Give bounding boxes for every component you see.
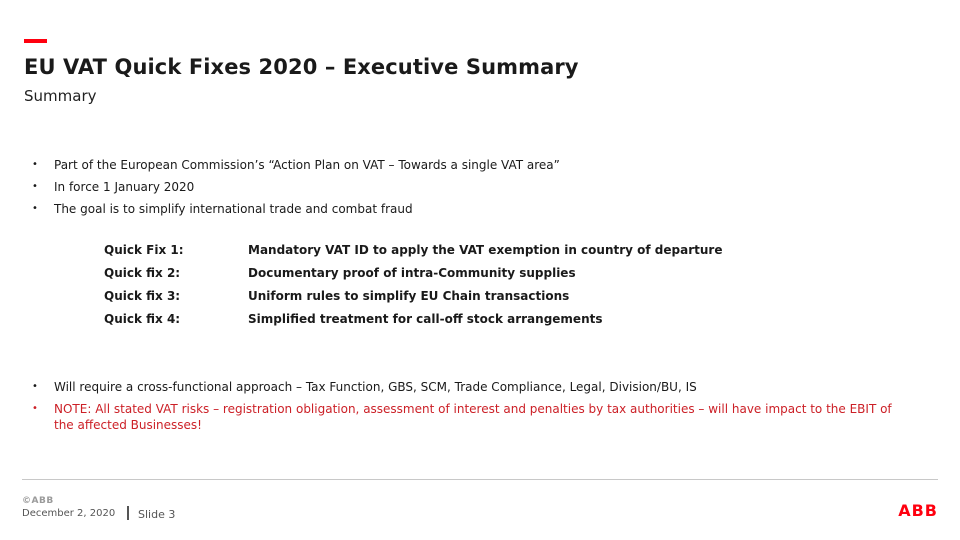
note-bullet-item (32, 401, 912, 433)
footer-date: December 2, 2020 (22, 508, 116, 519)
bullet-text: Will require a cross-functional approach – Tax Function, GBS, SCM, Trade Compliance, Legal, Division/BU, IS (54, 380, 697, 394)
bullet-icon: • (32, 181, 38, 192)
quick-fix-label: Quick Fix 1: (104, 243, 184, 257)
quick-fix-list (104, 242, 722, 334)
bullet-item (32, 178, 912, 200)
quick-fix-description: Mandatory VAT ID to apply the VAT exemption in country of departure (248, 243, 723, 257)
quick-fix-row (104, 242, 722, 265)
bullet-icon: • (32, 159, 38, 170)
accent-bar (24, 39, 47, 43)
footer-slide-number: Slide 3 (138, 508, 176, 521)
note-text: NOTE: All stated VAT risks – registration obligation, assessment of interest and penalties by tax authorities – will have impact to the EBIT of the affected Businesses! (54, 402, 892, 432)
bullet-icon: • (32, 203, 38, 214)
footer-separator (127, 506, 129, 520)
top-bullet-list (32, 156, 912, 222)
quick-fix-label: Quick fix 2: (104, 266, 181, 280)
quick-fix-description: Uniform rules to simplify EU Chain transactions (248, 289, 570, 303)
footer-divider (22, 479, 938, 480)
quick-fix-row (104, 311, 722, 334)
bullet-item (32, 379, 912, 395)
slide-subtitle: Summary (24, 87, 97, 105)
quick-fix-description: Documentary proof of intra-Community supplies (248, 266, 576, 280)
abb-logo-icon: ABB (898, 501, 938, 520)
bullet-icon: • (32, 381, 38, 392)
bullet-icon: • (32, 403, 38, 414)
slide-title: EU VAT Quick Fixes 2020 – Executive Summary (24, 55, 579, 79)
bullet-item (32, 200, 912, 222)
bullet-text: The goal is to simplify international trade and combat fraud (54, 202, 413, 216)
quick-fix-row (104, 265, 722, 288)
footer-copyright: ©ABB (22, 496, 54, 506)
quick-fix-label: Quick fix 3: (104, 289, 181, 303)
bullet-text: In force 1 January 2020 (54, 180, 195, 194)
bottom-bullet-list (32, 379, 912, 439)
quick-fix-row (104, 288, 722, 311)
quick-fix-label: Quick fix 4: (104, 312, 181, 326)
quick-fix-description: Simplified treatment for call-off stock arrangements (248, 312, 603, 326)
bullet-item (32, 156, 912, 178)
bullet-text: Part of the European Commission’s “Action Plan on VAT – Towards a single VAT area” (54, 158, 560, 172)
